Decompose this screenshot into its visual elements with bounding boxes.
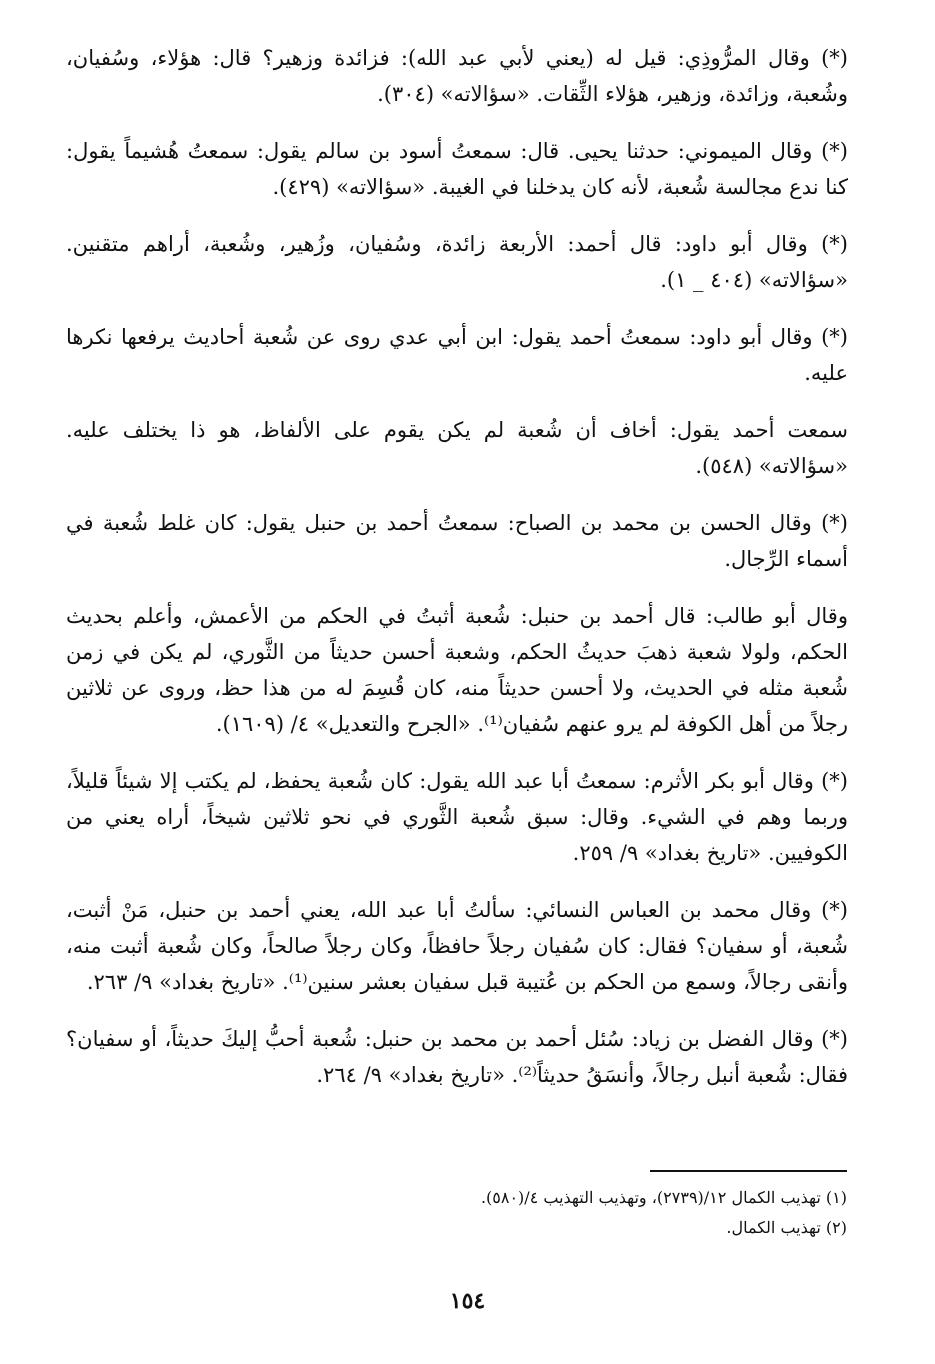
- paragraph-10: (*) وقال الفضل بن زياد: سُئل أحمد بن محمد بن حنبل: شُعبة أحبُّ إليكَ حديثاً، أو سفيان؟ فقال: شُعبة أنبل رجالاً، وأنسَقُ حديثاً⁽²⁾. «تاريخ بغداد» ٩/ ٢٦٤.: [66, 1027, 848, 1087]
- footnote-1: (١) تهذيب الكمال ١٢/(٢٧٣٩)، وتهذيب التهذيب ٤/(٥٨٠).: [480, 1188, 847, 1207]
- paragraph-2: (*) وقال الميموني: حدثنا يحيى. قال: سمعتُ أسود بن سالم يقول: سمعتُ هُشيماً يقول: كنا ندع مجالسة شُعبة، لأنه كان يدخلنا في الغيبة. «سؤالاته» (٤٢٩).: [66, 139, 848, 199]
- paragraph-4: (*) وقال أبو داود: سمعتُ أحمد يقول: ابن أبي عدي روى عن شُعبة أحاديث يرفعها نكرها عليه.: [66, 325, 848, 385]
- paragraph-7: وقال أبو طالب: قال أحمد بن حنبل: شُعبة أثبتُ في الحكم من الأعمش، وأعلم بحديث الحكم، ولولا شعبة ذهبَ حديثُ الحكم، وشعبة أحسن حديثاً من الثَّوري، لم يكن في زمن شُعبة مثله في الحديث، ولا أحسن حديثاً منه، كان قُسِمَ له من هذا حظ، وروى عن ثلاثين رجلاً من أهل الكوفة لم يرو عنهم سُفيان⁽¹⁾. «الجرح والتعديل» ٤/ (١٦٠٩).: [66, 604, 848, 736]
- paragraph-5: سمعت أحمد يقول: أخاف أن شُعبة لم يكن يقوم على الألفاظ، هو ذا يختلف عليه. «سؤالاته» (٥٤٨).: [66, 418, 848, 478]
- page-number: ١٥٤: [449, 1288, 486, 1314]
- paragraph-9: (*) وقال محمد بن العباس النسائي: سألتُ أبا عبد الله، يعني أحمد بن حنبل، مَنْ أثبت، شُعبة، أو سفيان؟ فقال: كان سُفيان رجلاً حافظاً، وكان رجلاً صالحاً، وكان شُعبة أثبت منه، وأنقى رجالاً، وسمع من الحكم بن عُتيبة قبل سفيان بعشر سنين⁽¹⁾. «تاريخ بغداد» ٩/ ٢٦٣.: [66, 898, 848, 994]
- footnotes: [300, 1183, 847, 1243]
- paragraph-3: (*) وقال أبو داود: قال أحمد: الأربعة زائدة، وسُفيان، وزُهير، وشُعبة، أراهم متقنين. «سؤالاته» (٤٠٤ _ ١).: [66, 232, 848, 292]
- footnote-divider: [650, 1170, 847, 1172]
- page-body: [66, 40, 848, 1114]
- paragraph-6: (*) وقال الحسن بن محمد بن الصباح: سمعتُ أحمد بن حنبل يقول: كان غلط شُعبة في أسماء الرِّجال.: [66, 511, 848, 571]
- paragraph-1: (*) وقال المرُّوذِي: قيل له (يعني لأبي عبد الله): فزائدة وزهير؟ قال: هؤلاء، وسُفيان، وشُعبة، وزائدة، وزهير، هؤلاء الثِّقات. «سؤالاته» (٣٠٤).: [66, 46, 848, 106]
- paragraph-8: (*) وقال أبو بكر الأثرم: سمعتُ أبا عبد الله يقول: كان شُعبة يحفظ، لم يكتب إلا شيئاً قليلاً، وربما وهم في الشيء. وقال: سبق شُعبة الثَّوري في نحو ثلاثين شيخاً، أراه يعني من الكوفيين. «تاريخ بغداد» ٩/ ٢٥٩.: [66, 769, 848, 865]
- footnote-2: (٢) تهذيب الكمال.: [726, 1218, 847, 1237]
